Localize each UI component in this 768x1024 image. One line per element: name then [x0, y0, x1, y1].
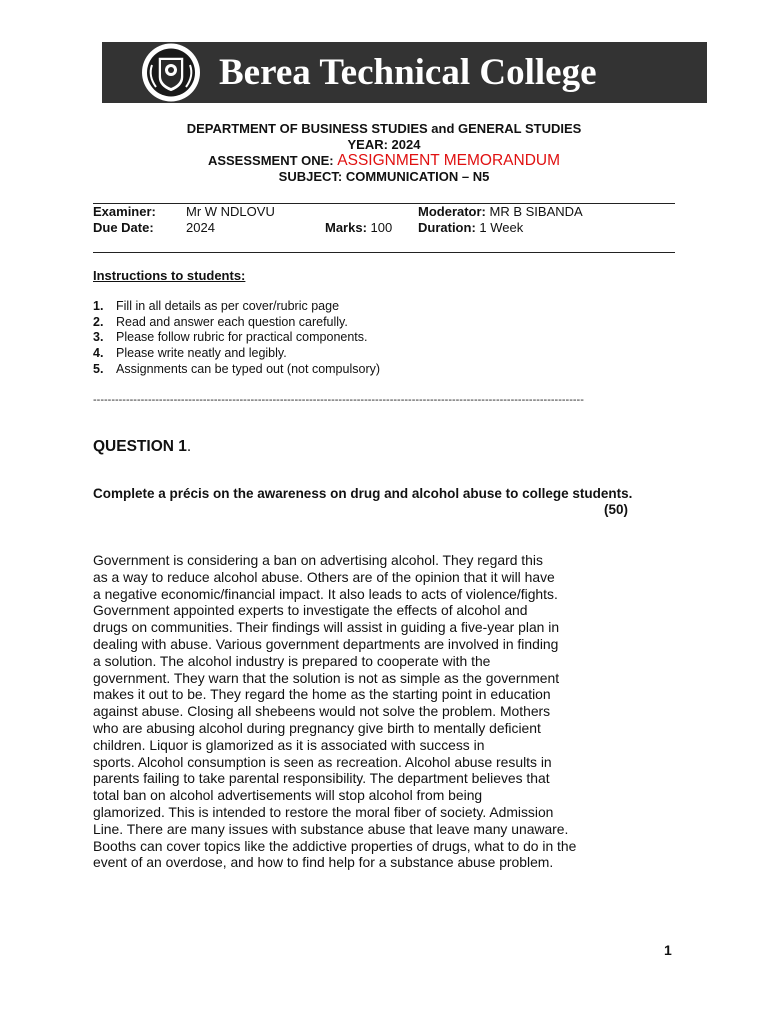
list-item: 1. Fill in all details as per cover/rubric page [93, 299, 340, 313]
passage-line: sports. Alcohol consumption is seen as recreation. Alcohol abuse results in [93, 753, 552, 770]
question-marks: (50) [604, 502, 629, 517]
passage-line: dealing with abuse. Various government departments are involved in finding [93, 635, 559, 652]
passage-line: children. Liquor is glamorized as it is associated with success in [93, 736, 485, 753]
passage-line: a negative economic/financial impact. It also leads to acts of violence/fights. [93, 585, 558, 602]
moderator-field [418, 204, 583, 220]
passage-line: Government appointed experts to investigate the effects of alcohol and [93, 602, 528, 619]
passage-line: makes it out to be. They regard the home as the starting point in education [93, 686, 551, 703]
passage-line: Line. There are many issues with substance abuse that leave many unaware. [93, 820, 569, 837]
passage-line: event of an overdose, and how to find help for a substance abuse problem. [93, 854, 554, 871]
college-crest-icon [136, 43, 206, 102]
college-banner [102, 42, 707, 103]
college-name: Berea Technical College [219, 52, 597, 93]
marks-label: Marks: [325, 220, 367, 235]
assessment-title: ASSIGNMENT MEMORANDUM [337, 152, 561, 169]
marks-field [325, 220, 392, 236]
moderator-label: Moderator: [418, 204, 486, 219]
duration-field [418, 220, 523, 236]
list-item: 5. Assignments can be typed out (not compulsory) [93, 361, 381, 376]
passage-line: who are abusing alcohol during pregnancy give birth to mentally deficient [93, 719, 541, 736]
due-date-label: Due Date: [93, 220, 154, 235]
passage-line: Government is considering a ban on advertising alcohol. They regard this [93, 552, 543, 568]
moderator-value: MR B SIBANDA [489, 204, 583, 219]
passage-text [93, 552, 623, 871]
top-rule [93, 203, 675, 204]
instructions-title: Instructions to students: [93, 268, 246, 283]
list-item: 2. Read and answer each question carefully. [93, 314, 348, 329]
passage-line: a solution. The alcohol industry is prepared to cooperate with the [93, 652, 491, 669]
page-number: 1 [664, 942, 672, 958]
subject-line: SUBJECT: COMMUNICATION – N5 [278, 169, 490, 184]
instructions-list [93, 299, 380, 378]
assessment-label: ASSESSMENT ONE: [207, 153, 334, 168]
examiner-label: Examiner: [93, 204, 156, 219]
marks-value: 100 [370, 220, 393, 235]
passage-line: glamorized. This is intended to restore the moral fiber of society. Admission [93, 803, 554, 820]
dashed-separator: -------------------------------------------------------------------------------------------------------------------------------------- [93, 394, 584, 406]
passage-line: drugs on communities. Their findings will assist in guiding a five-year plan in [93, 619, 560, 636]
examiner-value: Mr W NDLOVU [186, 204, 275, 219]
passage-line: as a way to reduce alcohol abuse. Others are of the opinion that it will have [93, 568, 555, 585]
header-block [92, 121, 676, 185]
year-line: YEAR: 2024 [347, 137, 421, 152]
duration-value: 1 Week [479, 220, 524, 235]
passage-line: against abuse. Closing all shebeens would not solve the problem. Mothers [93, 703, 551, 720]
list-item: 4. Please write neatly and legibly. [93, 346, 287, 361]
question-heading: QUESTION 1. [93, 438, 192, 455]
due-date-value: 2024 [186, 220, 215, 235]
department-line: DEPARTMENT OF BUSINESS STUDIES and GENERAL STUDIES [186, 121, 582, 136]
passage-line: parents failing to take parental responsibility. The department believes that [93, 770, 550, 787]
passage-line: Booths can cover topics like the addictive properties of drugs, what to do in the [93, 837, 577, 854]
question-task: Complete a précis on the awareness on drug and alcohol abuse to college students. [93, 486, 633, 501]
passage-line: total ban on alcohol advertisements will stop alcohol from being [93, 787, 483, 804]
bottom-rule [93, 252, 675, 253]
duration-label: Duration: [418, 220, 476, 235]
assessment-line [92, 153, 676, 169]
passage-line: government. They warn that the solution is not as simple as the government [93, 669, 560, 686]
list-item: 3. Please follow rubric for practical components. [93, 330, 368, 345]
